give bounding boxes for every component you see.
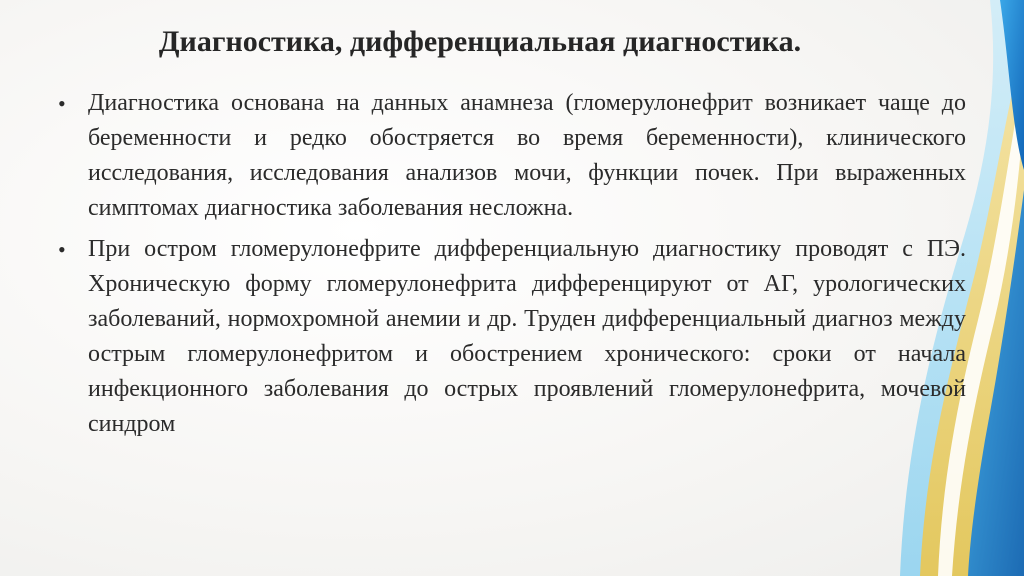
bullet-item bbox=[56, 232, 966, 442]
bullet-marker: • bbox=[58, 237, 66, 262]
slide-title: Диагностика, дифференциальная диагностика. bbox=[158, 25, 802, 58]
bullet-text: При остром гломерулонефрите дифференциальную диагностику проводят с ПЭ. Хроническую форму гломерулонефрита дифференцируют от АГ, урологических заболеваний, нормохромной анемии и др. Труден дифференциальный диагноз между острым гломерулонефритом и обострением хронического: сроки от начала инфекционного заболевания до острых проявлений гломерулонефрита, мочевой синдром bbox=[88, 236, 966, 437]
bullet-text: Диагностика основана на данных анамнеза (гломерулонефрит возникает чаще до беременности и редко обостряется во время беременности), клинического исследования, исследования анализов мочи, функции почек. При выраженных симптомах диагностика заболевания несложна. bbox=[88, 90, 966, 221]
bullet-list bbox=[56, 86, 966, 448]
bullet-marker: • bbox=[58, 91, 66, 116]
bullet-item bbox=[56, 86, 966, 226]
